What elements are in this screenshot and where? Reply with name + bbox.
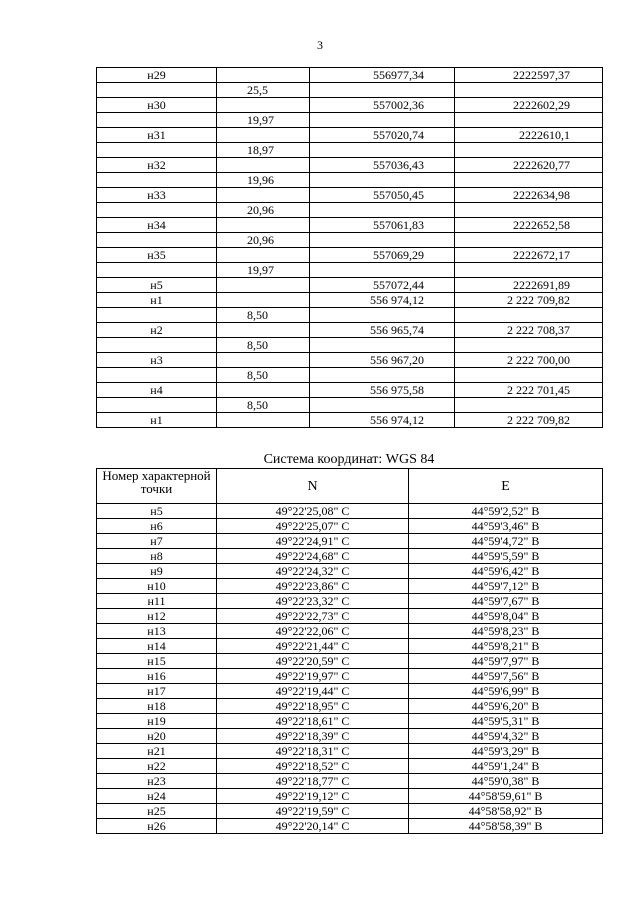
e-coordinate: 44°59'8,04" В [409, 609, 603, 624]
distance-row [97, 173, 603, 188]
y-coordinate: 2 222 700,00 [455, 353, 603, 368]
empty-cell [217, 353, 310, 368]
x-coordinate: 556 965,74 [310, 323, 455, 338]
empty-cell [310, 113, 455, 128]
n-coordinate: 49°22'23,32" С [217, 594, 409, 609]
point-label: н4 [97, 383, 217, 398]
wgs84-row [97, 789, 603, 804]
y-coordinate: 2222634,98 [455, 188, 603, 203]
point-row [97, 188, 603, 203]
empty-cell [97, 398, 217, 413]
point-label: н6 [97, 519, 217, 534]
y-coordinate: 2222620,77 [455, 158, 603, 173]
wgs84-row [97, 519, 603, 534]
wgs84-row [97, 669, 603, 684]
point-label: н23 [97, 774, 217, 789]
point-label: н2 [97, 323, 217, 338]
empty-cell [310, 338, 455, 353]
x-coordinate: 557002,36 [310, 98, 455, 113]
page-number: 3 [317, 38, 323, 52]
n-coordinate: 49°22'18,61" С [217, 714, 409, 729]
distance-value: 18,97 [217, 143, 310, 158]
distance-row [97, 308, 603, 323]
header-e: E [409, 469, 603, 504]
empty-cell [217, 128, 310, 143]
coordinate-system-title: Система координат: WGS 84 [263, 452, 435, 467]
distance-value: 8,50 [217, 338, 310, 353]
x-coordinate: 556977,34 [310, 68, 455, 83]
point-label: н9 [97, 564, 217, 579]
distance-value: 8,50 [217, 368, 310, 383]
empty-cell [97, 173, 217, 188]
distance-row [97, 143, 603, 158]
point-row [97, 278, 603, 293]
empty-cell [97, 308, 217, 323]
empty-cell [455, 203, 603, 218]
wgs84-row [97, 699, 603, 714]
wgs84-row [97, 504, 603, 519]
point-label: н29 [97, 68, 217, 83]
header-point-number: Номер характерной точки [97, 469, 217, 504]
distance-value: 19,96 [217, 173, 310, 188]
wgs84-row [97, 744, 603, 759]
distance-value: 25,5 [217, 83, 310, 98]
e-coordinate: 44°59'7,67" В [409, 594, 603, 609]
empty-cell [97, 113, 217, 128]
empty-cell [455, 113, 603, 128]
e-coordinate: 44°59'5,59" В [409, 549, 603, 564]
empty-cell [455, 143, 603, 158]
y-coordinate: 2222597,37 [455, 68, 603, 83]
point-label: н1 [97, 413, 217, 428]
point-label: н20 [97, 729, 217, 744]
empty-cell [217, 413, 310, 428]
e-coordinate: 44°58'58,92" В [409, 804, 603, 819]
n-coordinate: 49°22'19,59" С [217, 804, 409, 819]
empty-cell [217, 158, 310, 173]
y-coordinate: 2222610,1 [455, 128, 603, 143]
wgs84-row [97, 534, 603, 549]
empty-cell [310, 308, 455, 323]
empty-cell [310, 143, 455, 158]
point-label: н19 [97, 714, 217, 729]
empty-cell [310, 263, 455, 278]
empty-cell [310, 173, 455, 188]
wgs84-row [97, 654, 603, 669]
distance-value: 20,96 [217, 233, 310, 248]
wgs84-row [97, 639, 603, 654]
point-row [97, 383, 603, 398]
n-coordinate: 49°22'25,08" С [217, 504, 409, 519]
e-coordinate: 44°59'3,29" В [409, 744, 603, 759]
empty-cell [217, 218, 310, 233]
y-coordinate: 2222602,29 [455, 98, 603, 113]
empty-cell [217, 98, 310, 113]
empty-cell [310, 83, 455, 98]
point-label: н25 [97, 804, 217, 819]
empty-cell [310, 398, 455, 413]
n-coordinate: 49°22'24,91" С [217, 534, 409, 549]
wgs84-row [97, 819, 603, 834]
x-coordinate: 557050,45 [310, 188, 455, 203]
empty-cell [455, 233, 603, 248]
empty-cell [455, 173, 603, 188]
empty-cell [455, 338, 603, 353]
distance-row [97, 263, 603, 278]
wgs84-table-body [97, 469, 603, 834]
point-label: н1 [97, 293, 217, 308]
empty-cell [97, 338, 217, 353]
wgs84-row [97, 579, 603, 594]
point-label: н30 [97, 98, 217, 113]
y-coordinate: 2222652,58 [455, 218, 603, 233]
point-label: н3 [97, 353, 217, 368]
point-row [97, 413, 603, 428]
e-coordinate: 44°59'3,46" В [409, 519, 603, 534]
n-coordinate: 49°22'22,73" С [217, 609, 409, 624]
n-coordinate: 49°22'22,06" С [217, 624, 409, 639]
empty-cell [217, 323, 310, 338]
wgs84-row [97, 594, 603, 609]
empty-cell [310, 368, 455, 383]
point-label: н12 [97, 609, 217, 624]
empty-cell [97, 83, 217, 98]
point-label: н11 [97, 594, 217, 609]
empty-cell [455, 308, 603, 323]
point-label: н21 [97, 744, 217, 759]
wgs84-row [97, 804, 603, 819]
distance-row [97, 83, 603, 98]
empty-cell [97, 233, 217, 248]
e-coordinate: 44°59'8,23" В [409, 624, 603, 639]
point-label: н5 [97, 504, 217, 519]
point-label: н26 [97, 819, 217, 834]
empty-cell [97, 368, 217, 383]
wgs84-table [96, 468, 603, 834]
empty-cell [217, 278, 310, 293]
wgs84-row [97, 759, 603, 774]
e-coordinate: 44°59'8,21" В [409, 639, 603, 654]
x-coordinate: 556 975,58 [310, 383, 455, 398]
e-coordinate: 44°59'7,56" В [409, 669, 603, 684]
empty-cell [217, 248, 310, 263]
coordinates-table-body [97, 68, 603, 428]
point-label: н5 [97, 278, 217, 293]
distance-value: 19,97 [217, 113, 310, 128]
wgs84-row [97, 564, 603, 579]
empty-cell [455, 398, 603, 413]
e-coordinate: 44°59'6,99" В [409, 684, 603, 699]
x-coordinate: 557072,44 [310, 278, 455, 293]
n-coordinate: 49°22'18,52" С [217, 759, 409, 774]
point-label: н24 [97, 789, 217, 804]
header-n: N [217, 469, 409, 504]
point-label: н34 [97, 218, 217, 233]
empty-cell [217, 293, 310, 308]
point-label: н35 [97, 248, 217, 263]
x-coordinate: 556 974,12 [310, 413, 455, 428]
empty-cell [97, 203, 217, 218]
empty-cell [310, 233, 455, 248]
n-coordinate: 49°22'18,31" С [217, 744, 409, 759]
n-coordinate: 49°22'18,39" С [217, 729, 409, 744]
point-label: н33 [97, 188, 217, 203]
x-coordinate: 557061,83 [310, 218, 455, 233]
empty-cell [455, 83, 603, 98]
n-coordinate: 49°22'20,59" С [217, 654, 409, 669]
distance-row [97, 368, 603, 383]
y-coordinate: 2222672,17 [455, 248, 603, 263]
n-coordinate: 49°22'20,14" С [217, 819, 409, 834]
distance-value: 19,97 [217, 263, 310, 278]
distance-row [97, 233, 603, 248]
coordinates-table [96, 67, 603, 428]
empty-cell [217, 188, 310, 203]
point-row [97, 68, 603, 83]
y-coordinate: 2 222 701,45 [455, 383, 603, 398]
e-coordinate: 44°59'5,31" В [409, 714, 603, 729]
e-coordinate: 44°59'7,12" В [409, 579, 603, 594]
empty-cell [217, 383, 310, 398]
e-coordinate: 44°59'6,42" В [409, 564, 603, 579]
e-coordinate: 44°59'4,32" В [409, 729, 603, 744]
x-coordinate: 557069,29 [310, 248, 455, 263]
distance-row [97, 203, 603, 218]
point-row [97, 98, 603, 113]
y-coordinate: 2222691,89 [455, 278, 603, 293]
n-coordinate: 49°22'24,32" С [217, 564, 409, 579]
x-coordinate: 557020,74 [310, 128, 455, 143]
e-coordinate: 44°58'58,39" В [409, 819, 603, 834]
e-coordinate: 44°59'4,72" В [409, 534, 603, 549]
empty-cell [455, 263, 603, 278]
e-coordinate: 44°58'59,61" В [409, 789, 603, 804]
x-coordinate: 556 974,12 [310, 293, 455, 308]
wgs84-row [97, 729, 603, 744]
distance-row [97, 338, 603, 353]
point-label: н13 [97, 624, 217, 639]
n-coordinate: 49°22'19,97" С [217, 669, 409, 684]
point-label: н7 [97, 534, 217, 549]
wgs84-row [97, 549, 603, 564]
empty-cell [217, 68, 310, 83]
x-coordinate: 557036,43 [310, 158, 455, 173]
n-coordinate: 49°22'25,07" С [217, 519, 409, 534]
point-row [97, 128, 603, 143]
n-coordinate: 49°22'18,95" С [217, 699, 409, 714]
y-coordinate: 2 222 708,37 [455, 323, 603, 338]
empty-cell [455, 368, 603, 383]
point-label: н18 [97, 699, 217, 714]
point-label: н10 [97, 579, 217, 594]
wgs84-row [97, 774, 603, 789]
e-coordinate: 44°59'2,52" В [409, 504, 603, 519]
wgs84-row [97, 624, 603, 639]
e-coordinate: 44°59'7,97" В [409, 654, 603, 669]
point-label: н8 [97, 549, 217, 564]
y-coordinate: 2 222 709,82 [455, 293, 603, 308]
point-row [97, 218, 603, 233]
n-coordinate: 49°22'18,77" С [217, 774, 409, 789]
point-row [97, 158, 603, 173]
point-label: н16 [97, 669, 217, 684]
distance-value: 8,50 [217, 308, 310, 323]
wgs84-row [97, 609, 603, 624]
point-label: н22 [97, 759, 217, 774]
empty-cell [310, 203, 455, 218]
distance-value: 20,96 [217, 203, 310, 218]
point-row [97, 293, 603, 308]
point-row [97, 353, 603, 368]
distance-row [97, 113, 603, 128]
point-label: н14 [97, 639, 217, 654]
n-coordinate: 49°22'21,44" С [217, 639, 409, 654]
empty-cell [97, 143, 217, 158]
point-label: н15 [97, 654, 217, 669]
e-coordinate: 44°59'0,38" В [409, 774, 603, 789]
point-row [97, 248, 603, 263]
empty-cell [97, 263, 217, 278]
wgs84-row [97, 684, 603, 699]
y-coordinate: 2 222 709,82 [455, 413, 603, 428]
distance-row [97, 398, 603, 413]
point-label: н32 [97, 158, 217, 173]
n-coordinate: 49°22'19,44" С [217, 684, 409, 699]
e-coordinate: 44°59'1,24" В [409, 759, 603, 774]
wgs84-header-row [97, 469, 603, 504]
n-coordinate: 49°22'19,12" С [217, 789, 409, 804]
wgs84-row [97, 714, 603, 729]
n-coordinate: 49°22'23,86" С [217, 579, 409, 594]
point-label: н31 [97, 128, 217, 143]
e-coordinate: 44°59'6,20" В [409, 699, 603, 714]
point-row [97, 323, 603, 338]
distance-value: 8,50 [217, 398, 310, 413]
n-coordinate: 49°22'24,68" С [217, 549, 409, 564]
x-coordinate: 556 967,20 [310, 353, 455, 368]
point-label: н17 [97, 684, 217, 699]
